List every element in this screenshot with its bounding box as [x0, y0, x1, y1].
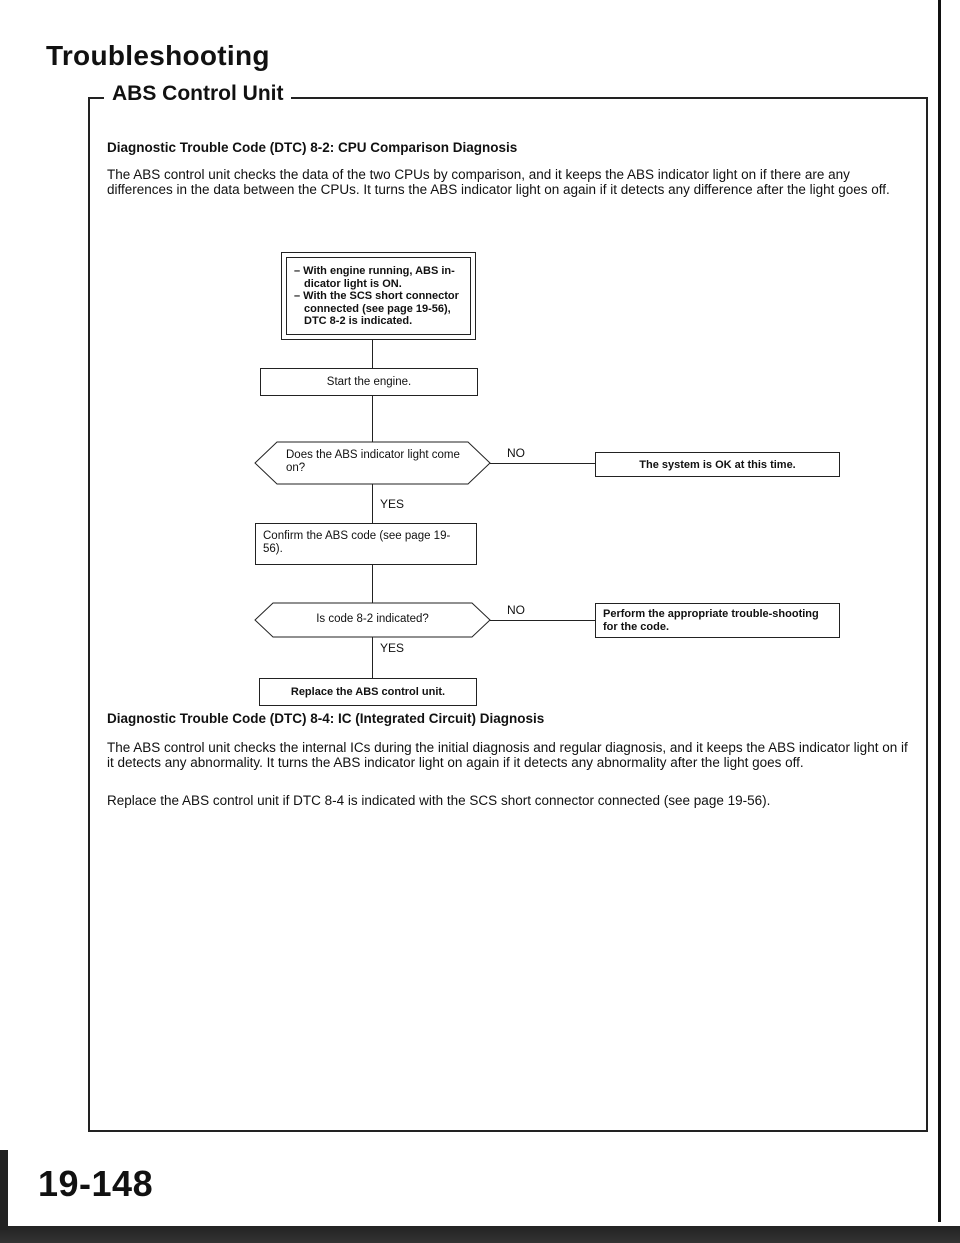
- page-edge-right: [930, 0, 960, 1243]
- flow-result-perform-troubleshooting-text: Perform the appropriate trouble-shooting for the code.: [603, 608, 819, 633]
- flow-step-confirm-code-text: Confirm the ABS code (see page 19-56).: [263, 530, 451, 555]
- flow-decision-1-no-label: NO: [507, 446, 525, 460]
- flow-decision-2-text: Is code 8-2 indicated?: [316, 613, 429, 625]
- flow-decision-2-yes-label: YES: [380, 641, 405, 655]
- flow-step-confirm-code: [255, 523, 477, 565]
- flow-step-start-engine-text: Start the engine.: [326, 376, 412, 388]
- page-edge-bottom: [0, 1222, 960, 1243]
- flow-start-line-1: – With engine running, ABS in-: [294, 265, 455, 277]
- flow-start-line-3: – With the SCS short connector: [294, 290, 459, 302]
- flow-start-line-5: DTC 8-2 is indicated.: [304, 315, 413, 327]
- dtc-8-4-heading: Diagnostic Trouble Code (DTC) 8-4: IC (Integrated Circuit) Diagnosis: [107, 711, 545, 726]
- dtc-8-2-heading: Diagnostic Trouble Code (DTC) 8-2: CPU Comparison Diagnosis: [107, 140, 518, 155]
- dtc-8-2-description: The ABS control unit checks the data of the two CPUs by comparison, and it keeps the ABS indicator light on if there are any differences in the data between the CPUs. It turns the ABS indicator light on again if it detects any difference after the light goes off.: [107, 167, 890, 197]
- page-title: Troubleshooting: [46, 40, 270, 71]
- flow-step-replace: [259, 678, 477, 706]
- flow-result-system-ok-text: The system is OK at this time.: [639, 459, 796, 471]
- flow-result-system-ok: [595, 452, 840, 477]
- flow-connector: [372, 565, 373, 603]
- page-number: 19-148: [38, 1163, 154, 1204]
- flow-start-box: [281, 252, 476, 340]
- flow-connector: [372, 396, 373, 442]
- flow-step-replace-text: Replace the ABS control unit.: [290, 686, 446, 698]
- flow-start-text: [294, 265, 469, 328]
- page-edge-left: [0, 1150, 8, 1230]
- dtc-8-4-description: The ABS control unit checks the internal ICs during the initial diagnosis and regular diagnosis, and it keeps the ABS indicator light on if it detects any abnormality. It turns the ABS indicator light on again if it detects any abnormality after the light goes off.: [107, 740, 908, 770]
- flow-connector: [372, 637, 373, 678]
- flow-connector: [490, 620, 595, 621]
- section-title: ABS Control Unit: [104, 82, 291, 106]
- flow-start-line-2: dicator light is ON.: [304, 277, 402, 290]
- dtc-8-4-instruction: Replace the ABS control unit if DTC 8-4 is indicated with the SCS short connector connected (see page 19-56).: [107, 793, 771, 808]
- flow-connector: [372, 340, 373, 368]
- flow-decision-1-yes-label: YES: [380, 497, 405, 511]
- flow-result-perform-troubleshooting: [595, 603, 840, 638]
- flow-connector: [372, 484, 373, 523]
- flow-connector: [490, 463, 595, 464]
- flow-decision-2-no-label: NO: [507, 603, 525, 617]
- flow-step-start-engine: [260, 368, 478, 396]
- flow-decision-1-text: Does the ABS indicator light come on?: [286, 449, 460, 474]
- flow-start-line-4: connected (see page 19-56),: [304, 302, 451, 315]
